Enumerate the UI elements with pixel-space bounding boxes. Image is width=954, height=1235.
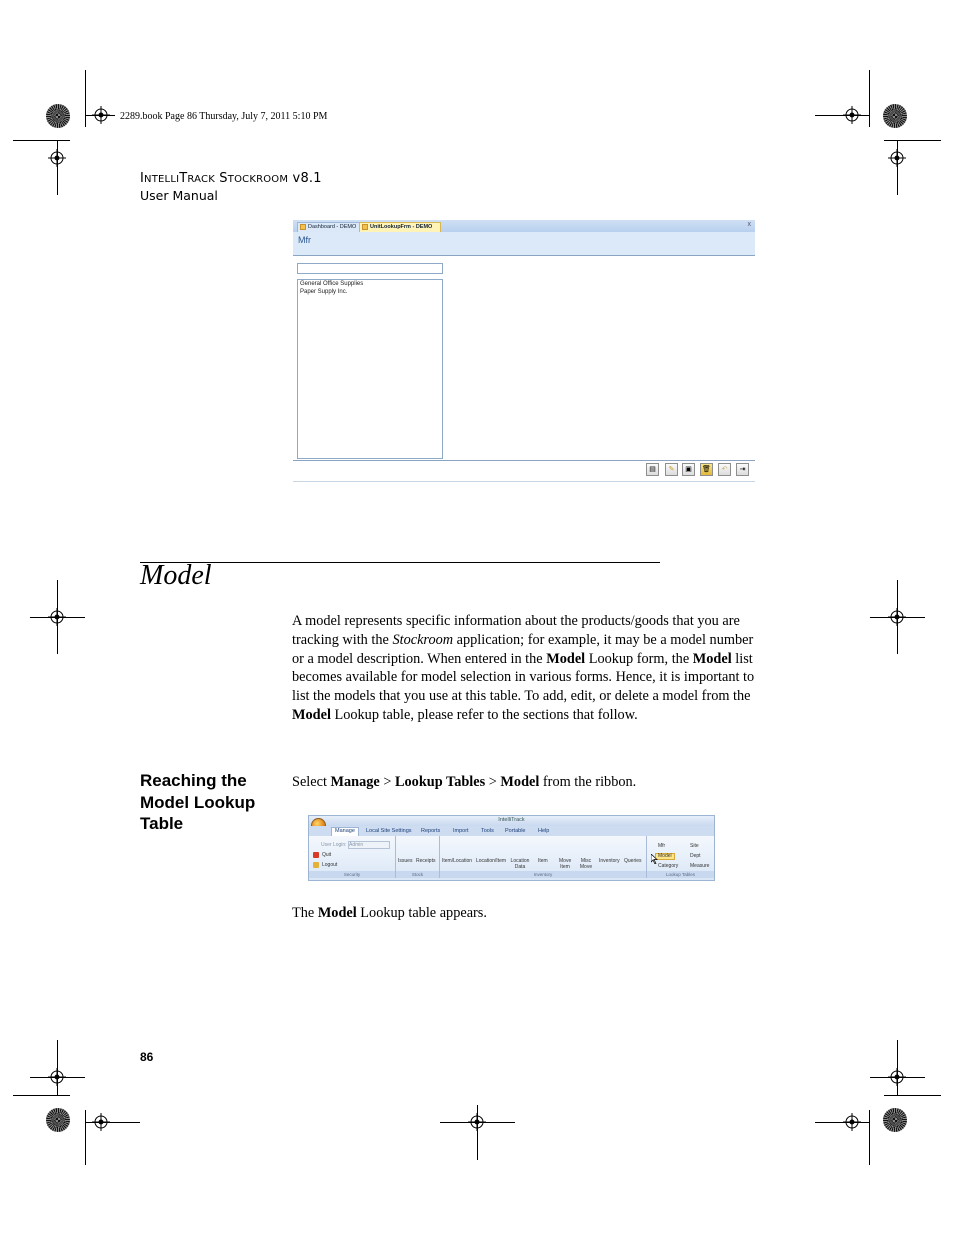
tab-import[interactable]: Import <box>453 828 469 834</box>
item-button[interactable]: Item <box>538 858 548 864</box>
misc-move-button[interactable]: Misc Move <box>579 858 593 870</box>
print-slug: 2289.book Page 86 Thursday, July 7, 2011 5:10 PM <box>120 111 328 122</box>
queries-button[interactable]: Queries <box>624 858 642 864</box>
registration-mark-icon <box>92 106 110 124</box>
item-location-button[interactable]: Item/Location <box>442 858 473 864</box>
mfr-lookup-screenshot <box>293 220 755 483</box>
running-header-subtitle: User Manual <box>140 188 218 203</box>
crop-mark <box>13 1095 70 1096</box>
location-item-button[interactable]: Location/Item <box>476 858 507 864</box>
registration-disk <box>46 1108 70 1132</box>
delete-button[interactable]: 🗑 <box>700 463 713 476</box>
receipts-button[interactable]: Receipts <box>416 858 436 864</box>
move-item-button[interactable]: Move Item <box>559 858 572 870</box>
form-title: Mfr <box>298 235 311 245</box>
divider <box>293 460 755 461</box>
crop-mark <box>869 1110 870 1165</box>
search-input[interactable] <box>297 263 443 274</box>
section-rule <box>140 562 660 563</box>
exit-button[interactable]: ⇥ <box>736 463 749 476</box>
divider <box>293 481 755 482</box>
registration-mark-icon <box>888 608 906 626</box>
registration-mark-icon <box>48 1068 66 1086</box>
crop-mark <box>85 1110 86 1165</box>
tab-dashboard[interactable]: Dashboard - DEMO <box>297 222 367 233</box>
tab-manage[interactable]: Manage <box>331 827 359 837</box>
section-title: Model <box>140 560 212 591</box>
running-header-title: INTELLITRACK STOCKROOM v8.1 <box>140 171 322 186</box>
lookup-site-button[interactable]: Site <box>690 843 699 849</box>
registration-mark-icon <box>843 106 861 124</box>
group-label-inventory: Inventory <box>440 871 646 878</box>
user-login-label: User Login: <box>321 842 347 848</box>
registration-disk <box>883 104 907 128</box>
user-login-field[interactable]: Admin <box>348 841 390 849</box>
document-tab-bar <box>293 220 755 232</box>
form-icon <box>362 224 368 230</box>
list-item[interactable]: Paper Supply Inc. <box>300 289 348 295</box>
save-button[interactable]: ▣ <box>682 463 695 476</box>
quit-button[interactable]: Quit <box>322 852 332 858</box>
crop-mark <box>884 1095 941 1096</box>
edit-button[interactable]: ✎ <box>665 463 678 476</box>
crop-mark <box>85 70 86 127</box>
lookup-dept-button[interactable]: Dept <box>690 853 701 859</box>
tab-reports[interactable]: Reports <box>421 828 441 834</box>
page-number: 86 <box>140 1050 154 1064</box>
registration-disk <box>883 1108 907 1132</box>
ribbon-tabs <box>309 826 714 836</box>
form-icon <box>300 224 306 230</box>
quit-icon <box>313 852 319 858</box>
registration-mark-icon <box>888 1068 906 1086</box>
logout-button[interactable]: Logout <box>322 862 338 868</box>
lookup-measure-button[interactable]: Measure <box>690 863 710 869</box>
app-title: IntelliTrack <box>498 817 525 823</box>
tab-unit-lookup[interactable]: UnitLookupFrm - DEMO <box>359 222 441 233</box>
group-label-security: Security <box>309 871 395 878</box>
crop-mark <box>13 140 70 141</box>
lookup-mfr-button[interactable]: Mfr <box>658 843 666 849</box>
registration-mark-icon <box>843 1113 861 1131</box>
registration-mark-icon <box>92 1113 110 1131</box>
issues-button[interactable]: Issues <box>398 858 413 864</box>
mfr-list[interactable] <box>297 279 443 459</box>
crop-mark <box>884 140 941 141</box>
new-record-button[interactable]: ▤ <box>646 463 659 476</box>
cursor-icon <box>651 854 659 864</box>
lookup-model-button[interactable]: Model <box>658 853 672 859</box>
tab-help[interactable]: Help <box>538 828 550 834</box>
section-paragraph: A model represents specific information about the products/goods that you are tracking with the Stockroom application; for example, it may be a model number or a model description. When entered in the Model Lookup form, the Model list becomes available for model selection in various forms. Hence, it is important to list the models that you use at this table. To add, edit, or delete a model from the Model Lookup table, please refer to the sections that follow. <box>292 613 755 723</box>
result-text: The Model Lookup table appears. <box>292 905 487 921</box>
group-label-stock: Stock <box>396 871 439 878</box>
subsection-heading: Reaching the Model Lookup Table <box>140 771 256 833</box>
instruction-text: Select Manage > Lookup Tables > Model from the ribbon. <box>292 774 637 790</box>
undo-button[interactable]: ↶ <box>718 463 731 476</box>
registration-mark-icon <box>48 149 66 167</box>
inventory-button[interactable]: Inventory <box>599 858 620 864</box>
tab-portable[interactable]: Portable <box>505 828 526 834</box>
form-header <box>293 232 755 256</box>
registration-mark-icon <box>888 149 906 167</box>
list-item[interactable]: General Office Supplies <box>300 281 364 287</box>
tab-local-site-settings[interactable]: Local Site Settings <box>366 828 412 834</box>
tab-tools[interactable]: Tools <box>481 828 494 834</box>
ribbon-screenshot <box>308 815 715 881</box>
location-data-button[interactable]: Location Data <box>510 858 530 870</box>
registration-mark-icon <box>48 608 66 626</box>
ribbon-title-bar <box>309 816 714 826</box>
registration-mark-icon <box>468 1113 486 1131</box>
registration-disk <box>46 104 70 128</box>
lookup-category-button[interactable]: Category <box>658 863 679 869</box>
crop-mark <box>869 70 870 127</box>
close-icon[interactable]: x <box>747 221 751 228</box>
logout-icon <box>313 862 319 868</box>
group-label-lookup-tables: Lookup Tables <box>647 871 714 878</box>
